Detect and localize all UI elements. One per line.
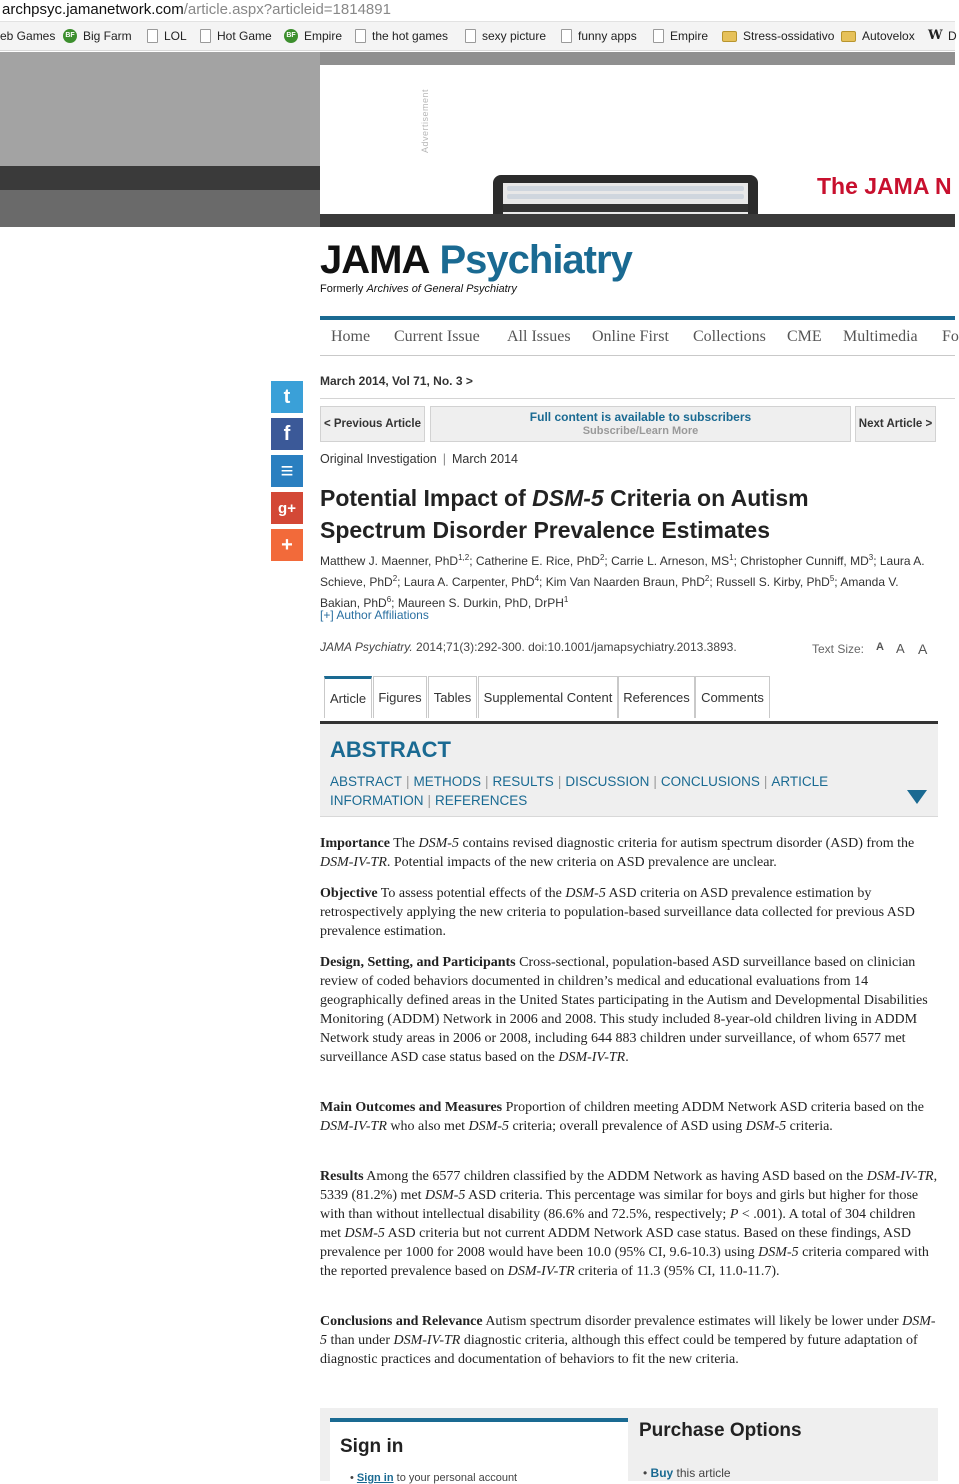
bookmark-8[interactable]: [561, 28, 637, 44]
text-size-large-button[interactable]: A: [918, 641, 928, 657]
bookmark-4[interactable]: [200, 28, 272, 44]
list-icon[interactable]: ≡: [271, 455, 303, 487]
divider: [320, 398, 955, 399]
author[interactable]: Christopher Cunniff, $MD^3$: [740, 553, 874, 568]
author[interactable]: Laura A. Carpenter, PhD$^4$: [403, 574, 540, 589]
bookmark-9[interactable]: [653, 28, 708, 44]
next-article-button[interactable]: Next Article >: [855, 406, 936, 442]
bookmark-label: Empire: [304, 29, 343, 43]
nav-item-online-first[interactable]: Online First: [592, 328, 669, 345]
nav-item-cme[interactable]: CME: [787, 328, 822, 345]
tab-figures[interactable]: Figures: [373, 676, 427, 718]
previous-article-button[interactable]: < Previous Article: [320, 406, 425, 442]
page-icon: [355, 29, 366, 43]
abstract-section-design-setting-and-participants: [320, 953, 938, 1067]
page-icon: [561, 29, 572, 43]
bookmark-label: Autovelox: [862, 29, 915, 43]
bookmark-2[interactable]: [63, 28, 132, 44]
article-date: March 2014: [451, 452, 518, 466]
jump-link-abstract[interactable]: ABSTRACT: [330, 774, 403, 789]
author-affiliations-link[interactable]: [+] Author Affiliations: [320, 608, 429, 622]
folder-icon: [722, 31, 737, 42]
jump-link-discussion[interactable]: DISCUSSION: [565, 774, 650, 789]
section-label: Importance: [320, 836, 390, 851]
jump-link-conclusions[interactable]: CONCLUSIONS: [660, 774, 760, 789]
ad-label: Advertisement: [420, 88, 430, 153]
bookmark-label: D: [948, 29, 957, 43]
bookmark-5[interactable]: [284, 28, 342, 44]
bookmark-label: the hot games: [372, 29, 449, 43]
ad-banner-area: [0, 52, 955, 227]
tab-comments[interactable]: Comments: [695, 676, 770, 718]
tab-references[interactable]: References: [618, 676, 695, 718]
subscribe-notice: Full content is available to subscribers: [529, 410, 752, 424]
abstract-heading: ABSTRACT: [330, 737, 451, 762]
bookmark-label: sexy picture: [482, 29, 547, 43]
tab-supplemental-content[interactable]: Supplemental Content: [478, 676, 618, 718]
section-label: Conclusions and Relevance: [320, 1314, 483, 1329]
bookmark-label: Empire: [670, 29, 709, 43]
bookmark-11[interactable]: [841, 28, 915, 44]
bigfarm-icon: BF: [63, 29, 77, 43]
author[interactable]: Carrie L. Arneson, $MS^1$: [611, 553, 734, 568]
nav-item-fo[interactable]: Fo: [942, 328, 959, 345]
subscribe-learn-more-link[interactable]: Subscribe/Learn More: [582, 425, 699, 437]
bookmark-1[interactable]: [0, 28, 55, 44]
bookmark-label: Stress-ossidativo: [743, 29, 835, 43]
author[interactable]: Matthew J. Maenner, PhD$^{1,2}$: [320, 553, 470, 568]
section-text: To assess potential effects of the DSM-5 ASD criteria on ASD prevalence estimation by retrospectively applying the new criteria to population-based surveillance data collected for previous ASD prevalence estimation.: [320, 886, 915, 939]
section-text: Cross-sectional, population-based ASD surveillance based on clinician review of coded behaviors documented in children’s medical and educational evaluations from 14 geographically defined areas in the United States participating in the Autism and Developmental Disabilities Monitoring (ADDM) Network in 2006 and 2008. This study included 8-year-old children living in ADDM Network study areas in 2006 or 2008, including 644 883 children under surveillance, of whom 6577 met surveillance ASD case status based on the DSM-IV-TR.: [320, 955, 928, 1065]
bookmarks-bar: [0, 22, 955, 51]
subscribe-box[interactable]: [430, 406, 851, 442]
page-icon: [147, 29, 158, 43]
twitter-icon[interactable]: t: [271, 381, 303, 413]
abstract-section-results: [320, 1167, 938, 1281]
bookmark-label: Hot Game: [217, 29, 272, 43]
tab-article[interactable]: Article: [324, 676, 372, 718]
jump-link-references[interactable]: REFERENCES: [435, 793, 528, 808]
abstract-section-objective: [320, 884, 938, 941]
section-label: Design, Setting, and Participants: [320, 955, 516, 970]
citation: JAMA Psychiatry. 2014;71(3):292-300. doi:10.1001/jamapsychiatry.2013.3893.: [320, 640, 737, 654]
page-icon: [653, 29, 664, 43]
bookmark-label: funny apps: [578, 29, 637, 43]
journal-formerly: Formerly Archives of General Psychiatry: [320, 283, 517, 295]
text-size-small-button[interactable]: A: [876, 641, 884, 653]
section-text: Among the 6577 children classified by the ADDM Network as having ASD based on the DSM-IV-TR, 5339 (81.2%) met DSM-5 ASD criteria. This percentage was similar for boys and girls but higher for those with than without intellectual disability (86.6% and 72.5%, respectively; P < .001). A total of 304 children met DSM-5 ASD criteria but not current ADDM Network ASD case status. Based on these findings, ASD prevalence per 1000 for 2008 would have been 10.0 (95% CI, 9.6-10.3) using DSM-5 criteria compared with the reported prevalence based on DSM-IV-TR criteria of 11.3 (95% CI, 11.0-11.7).: [320, 1169, 938, 1279]
signin-panel: [330, 1418, 628, 1484]
article-title: Potential Impact of DSM-5 Criteria on Autism Spectrum Disorder Prevalence Estimates: [320, 485, 809, 543]
nav-item-multimedia[interactable]: Multimedia: [843, 328, 918, 345]
purchase-item: • Buy this article: [643, 1466, 731, 1480]
bookmark-12[interactable]: [928, 28, 957, 44]
bookmark-7[interactable]: [465, 28, 546, 44]
bookmark-3[interactable]: [147, 28, 187, 44]
abstract-section-main-outcomes-and-measures: [320, 1098, 938, 1136]
author-list: Matthew J. Maenner, PhD$^{1,2}$; Catherine E. Rice, PhD$^2$; Carrie L. Arneson, $MS^1$; Christopher Cunniff, $MD^3$; Laura A. Schieve, PhD$^2$; Laura A. Carpenter, PhD$^4$; Kim Van Naarden Braun, PhD$^2$; Russell S. Kirby, PhD$^5$; Amanda V. Bakian, PhD$^6$; Maureen S. Durkin, PhD, DrPH$^1$: [320, 553, 925, 610]
bookmark-10[interactable]: [722, 28, 834, 44]
share-plus-icon[interactable]: +: [271, 529, 303, 561]
section-text: Proportion of children meeting ADDM Network ASD criteria based on the DSM-IV-TR who also met DSM-5 criteria; overall prevalence of ASD using DSM-5 criteria.: [320, 1100, 924, 1134]
section-label: Results: [320, 1169, 364, 1184]
buy-article-link[interactable]: Buy: [650, 1466, 674, 1480]
url-path: /article.aspx?articleid=1814891: [183, 1, 391, 18]
bookmark-label: eb Games: [0, 29, 56, 43]
issue-link[interactable]: March 2014, Vol 71, No. 3 >: [320, 374, 473, 388]
ad-headline: The JAMA N: [817, 173, 952, 199]
address-bar[interactable]: [0, 0, 955, 22]
tab-tables[interactable]: Tables: [428, 676, 477, 718]
purchase-options-title: Purchase Options: [639, 1420, 802, 1441]
article-type-line: Original Investigation | March 2014: [320, 452, 518, 466]
bookmark-6[interactable]: [355, 28, 448, 44]
nav-item-current-issue[interactable]: Current Issue: [394, 328, 480, 345]
expand-down-icon[interactable]: [907, 790, 927, 804]
jump-link-methods[interactable]: METHODS: [413, 774, 482, 789]
jump-link-results[interactable]: RESULTS: [492, 774, 554, 789]
advertisement[interactable]: [320, 65, 955, 214]
url-host: archpsyc.jamanetwork.com: [2, 1, 184, 18]
main-nav: [320, 316, 959, 356]
section-text: The DSM-5 contains revised diagnostic criteria for autism spectrum disorder (ASD) from the DSM-IV-TR. Potential impacts of the new criteria on ASD prevalence are unclear.: [320, 836, 915, 870]
text-size-medium-button[interactable]: A: [896, 641, 905, 656]
wikipedia-icon: W: [928, 28, 943, 43]
journal-logo[interactable]: [320, 238, 632, 283]
author[interactable]: Amanda V. Bakian, PhD$^6$: [320, 575, 899, 610]
page-icon: [200, 29, 211, 43]
text-size-label: Text Size:: [812, 642, 865, 656]
author[interactable]: Kim Van Naarden Braun, PhD$^2$: [545, 574, 710, 589]
bookmark-label: LOL: [164, 29, 187, 43]
signin-title: Sign in: [340, 1436, 404, 1457]
folder-icon: [841, 31, 856, 42]
author[interactable]: Maureen S. Durkin, PhD, DrPH$^1$: [397, 595, 569, 610]
page-icon: [465, 29, 476, 43]
signin-item: • Sign in to your personal account: [350, 1472, 518, 1484]
bigfarm-icon: BF: [284, 29, 298, 43]
journal-name-psychiatry: Psychiatry: [439, 238, 632, 282]
journal-name-jama: JAMA: [320, 238, 430, 282]
abstract-section-conclusions-and-relevance: [320, 1312, 938, 1369]
section-jump-links: ABSTRACT | METHODS | RESULTS | DISCUSSION | CONCLUSIONS | ARTICLE INFORMATION | REFERENCES: [330, 774, 829, 808]
section-text: Autism spectrum disorder prevalence estimates will likely be lower under DSM-5 than under DSM-IV-TR diagnostic criteria, although this effect could be tempered by future adaptation of diagnostic practices and documentation of behaviors to fit the new criteria.: [320, 1314, 936, 1367]
googleplus-icon[interactable]: g+: [271, 492, 303, 524]
jump-link-article-information[interactable]: ARTICLE INFORMATION: [330, 774, 829, 808]
section-label: Main Outcomes and Measures: [320, 1100, 503, 1115]
abstract-section-importance: [320, 834, 938, 872]
author[interactable]: Catherine E. Rice, PhD$^2$: [475, 553, 605, 568]
nav-item-home[interactable]: Home: [331, 328, 371, 345]
nav-item-all-issues[interactable]: All Issues: [507, 328, 571, 345]
nav-item-collections[interactable]: Collections: [693, 328, 766, 345]
author[interactable]: Laura A. Schieve, PhD$^2$: [320, 554, 925, 589]
signin-link[interactable]: Sign in: [356, 1472, 394, 1484]
bookmark-label: Big Farm: [83, 29, 132, 43]
author[interactable]: Russell S. Kirby, PhD$^5$: [716, 574, 835, 589]
facebook-icon[interactable]: f: [271, 418, 303, 450]
abstract-header: [320, 724, 938, 817]
section-label: Objective: [320, 886, 378, 901]
article-type: Original Investigation: [320, 452, 437, 466]
